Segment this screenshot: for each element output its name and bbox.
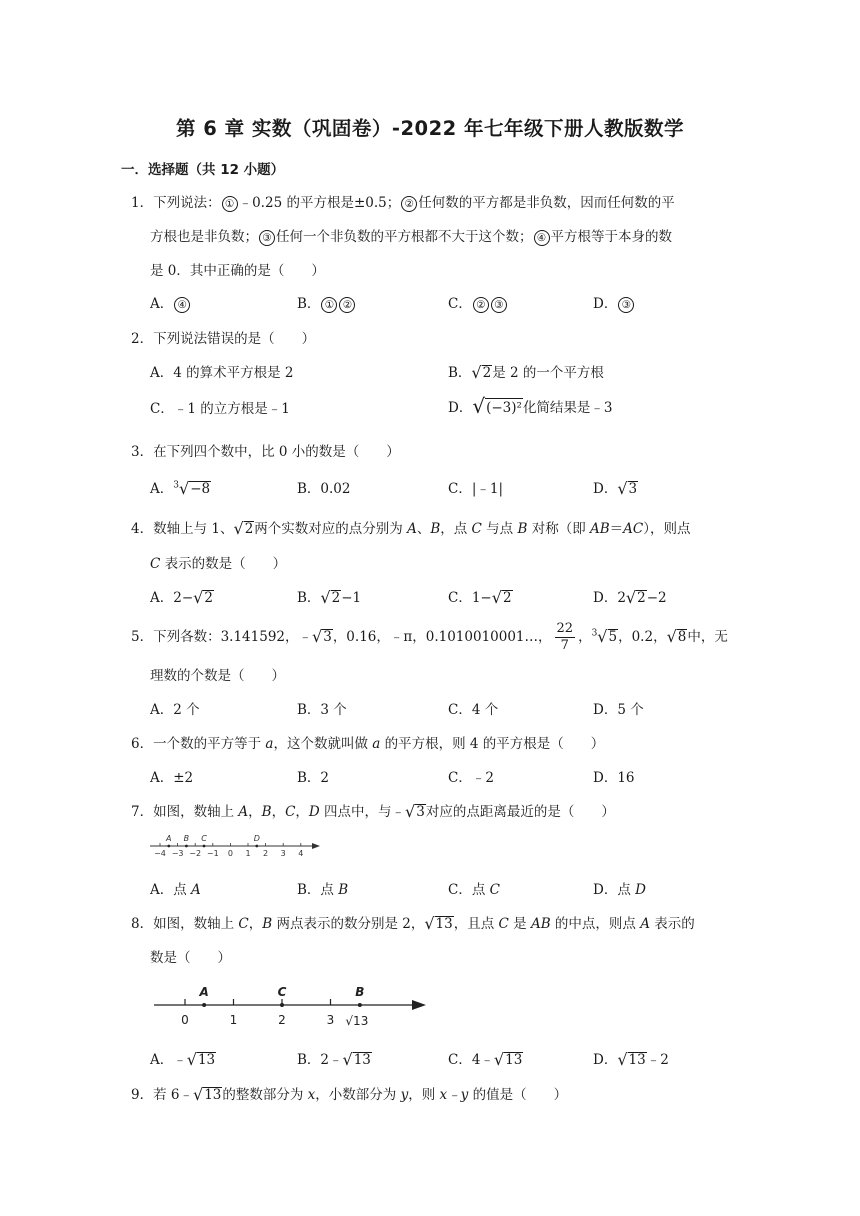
q8-option-b: B．2﹣√13 — [297, 1050, 371, 1069]
q7-tick-label: −3 — [171, 849, 184, 858]
question-1-line-1: 1．下列说法： ① ﹣0.25 的平方根是±0.5； ② 任何数的平方都是非负数，因而任何数的平 — [131, 195, 675, 211]
q5-option-d: D．5 个 — [593, 702, 644, 718]
q7-tick-label: 3 — [280, 849, 286, 858]
q5-option-b: B．3 个 — [297, 702, 347, 718]
q6-option-b: B．2 — [297, 770, 330, 786]
q7-point-dot — [255, 845, 258, 848]
q7-point-dot — [203, 845, 206, 848]
number-line-figure-q8 — [150, 980, 430, 1030]
section-heading: 一．选择题（共 12 小题） — [121, 162, 285, 178]
q7-point-dot — [185, 845, 188, 848]
q6-option-d: D．16 — [593, 770, 635, 786]
q8-point-label: B — [355, 985, 365, 999]
q7-point-label: C — [201, 834, 207, 843]
q8-tick-label: 1 — [229, 1013, 238, 1027]
q8-sqrt13-label: √13 — [345, 1014, 369, 1028]
q5-option-a: A．2 个 — [150, 702, 200, 718]
question-4-line-2: C 表示的数是（ ） — [150, 556, 287, 572]
q1-option-b: B． ① ② — [297, 292, 356, 313]
fraction-22-7: $\frac{22}{7}$ — [556, 621, 574, 653]
q7-tick-label: 4 — [298, 849, 304, 858]
question-4-line-1: 4．数轴上与 1、√2两个实数对应的点分别为 A、B，点 C 与点 B 对称（即 AB＝AC），则点 — [131, 519, 691, 538]
q7-point-dot — [167, 845, 170, 848]
q8-point-label: A — [199, 985, 209, 999]
q1-option-c: C． ② ③ — [448, 292, 508, 313]
q8-point-dot — [280, 1003, 284, 1007]
q6-option-c: C．﹣2 — [448, 770, 494, 786]
q7-point-label: D — [253, 834, 260, 843]
q8-option-a: A．﹣√13 — [150, 1050, 216, 1069]
q3-option-a: A．$^3$√−8 — [150, 479, 211, 498]
question-7-stem: 7．如图，数轴上 A，B，C，D 四点中，与﹣√3对应的点距离最近的是（ ） — [131, 802, 615, 821]
question-5-line-1: 5．下列各数：3.141592，﹣√3，0.16，﹣π，0.1010010001…， $\frac{22}{7}$ ，$^3$√5，0.2，√8中，无 — [131, 621, 728, 653]
q8-point-dot — [358, 1003, 362, 1007]
q4-option-c: C．1−√2 — [448, 588, 512, 607]
q5-option-c: C．4 个 — [448, 702, 499, 718]
q3-option-d: D．√3 — [593, 479, 638, 498]
q3-option-c: C．|﹣1| — [448, 481, 504, 497]
question-6-stem: 6．一个数的平方等于 a，这个数就叫做 a 的平方根，则 4 的平方根是（ ） — [131, 736, 605, 752]
q8-point-label: C — [277, 985, 287, 999]
q4-option-d: D．2√2−2 — [593, 588, 667, 607]
q7-option-d: D．点 D — [593, 882, 646, 898]
q7-option-a: A．点 A — [150, 882, 201, 898]
q7-tick-label: 2 — [263, 849, 269, 858]
q1-option-d: D． ③ — [593, 292, 635, 313]
question-1-line-2: 方根也是非负数； ③ 任何一个非负数的平方根都不大于这个数； ④ 平方根等于本身的数 — [150, 229, 672, 245]
page-title: 第 6 章 实数（巩固卷）-2022 年七年级下册人教版数学 — [175, 117, 685, 140]
q8-option-d: D．√13﹣2 — [593, 1050, 669, 1069]
q4-option-b: B．√2−1 — [297, 588, 362, 607]
q4-option-a: A．2−√2 — [150, 588, 213, 607]
q1-option-a: A． ④ — [150, 292, 191, 313]
question-8-line-1: 8．如图，数轴上 C，B 两点表示的数分别是 2，√13，且点 C 是 AB 的中点，则点 A 表示的 — [131, 914, 695, 933]
q2-option-a: A．4 的算术平方根是 2 — [150, 365, 294, 381]
q7-tick-label: 0 — [227, 849, 233, 858]
question-3-stem: 3．在下列四个数中，比 0 小的数是（ ） — [131, 444, 400, 460]
q3-option-b: B．0.02 — [297, 481, 351, 497]
q7-tick-label: −2 — [189, 849, 202, 858]
question-5-line-2: 理数的个数是（ ） — [150, 668, 285, 684]
question-9-stem: 9．若 6﹣√13的整数部分为 x，小数部分为 y，则 x﹣y 的值是（ ） — [131, 1085, 568, 1104]
q2-option-d: D．√(−3)²化简结果是﹣3 — [448, 394, 613, 418]
question-2-stem: 2．下列说法错误的是（ ） — [131, 331, 316, 347]
q7-option-b: B．点 B — [297, 882, 349, 898]
q8-tick-label: 3 — [326, 1013, 335, 1027]
number-line-figure-q7 — [148, 832, 323, 862]
q7-point-label: A — [166, 834, 172, 843]
q2-option-c: C．﹣1 的立方根是﹣1 — [150, 401, 290, 417]
q6-option-a: A．±2 — [150, 770, 194, 786]
q7-tick-label: −4 — [154, 849, 166, 858]
question-8-line-2: 数是（ ） — [150, 950, 231, 966]
q7-tick-label: −1 — [206, 849, 219, 858]
q8-point-dot — [202, 1003, 206, 1007]
q2-option-b: B．√2是 2 的一个平方根 — [448, 363, 604, 382]
q8-option-c: C．4﹣√13 — [448, 1050, 523, 1069]
q7-option-c: C．点 C — [448, 882, 500, 898]
question-1-line-3: 是 0．其中正确的是（ ） — [150, 263, 325, 279]
q7-axis-arrow — [312, 843, 320, 849]
q7-point-label: B — [183, 834, 190, 843]
q8-tick-label: 2 — [278, 1013, 286, 1027]
q7-tick-label: 1 — [245, 849, 251, 858]
q8-tick-label: 0 — [181, 1013, 189, 1027]
q8-axis-arrow — [412, 1000, 426, 1010]
